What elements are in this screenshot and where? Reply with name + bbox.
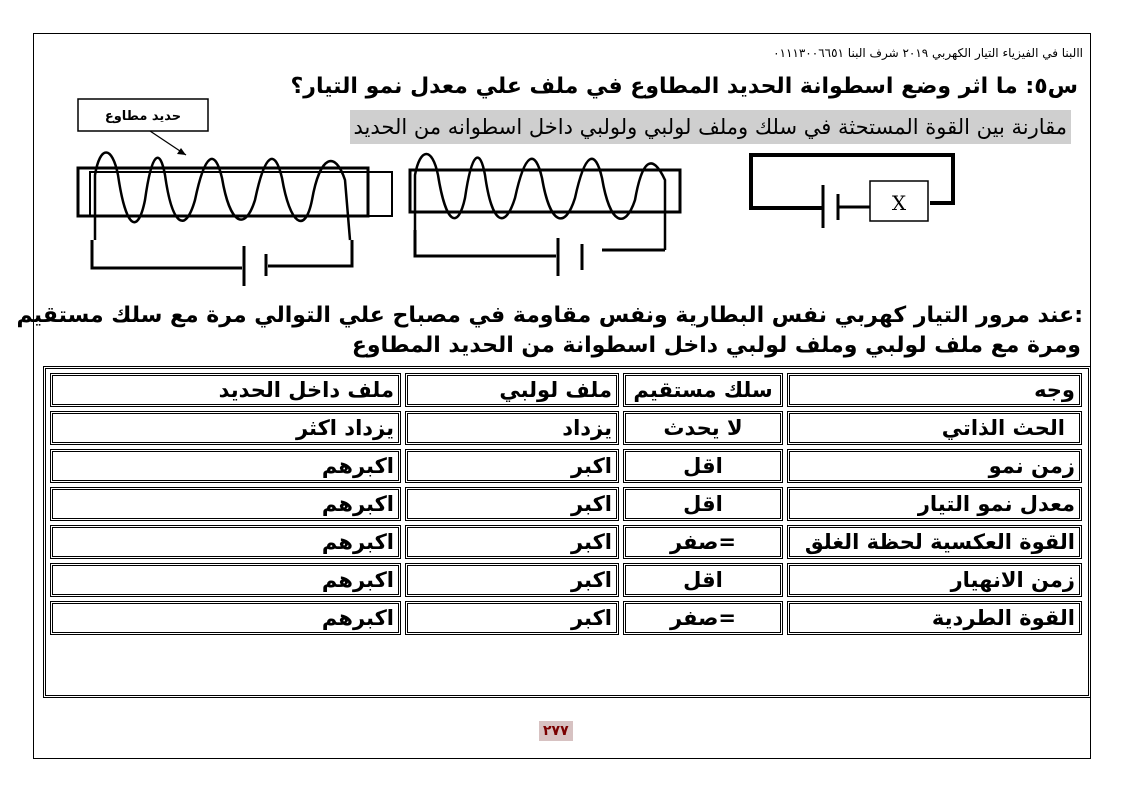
table-cell: زمن نمو [787,449,1082,483]
table-cell: اكبر [405,487,619,521]
lamp-label: X [891,191,907,215]
table-header: ملف داخل الحديد [50,373,401,407]
soft-iron-callout [78,99,208,155]
table-cell: معدل نمو التيار [787,487,1082,521]
header-line: االبنا في الفيزياء التيار الكهربي ٢٠١٩ شرف البنا ٠١١١٣٠٠٦٦٥١ [773,46,1083,60]
paragraph-line-1: :عند مرور التيار كهربي نفس البطارية ونفس مقاومة في مصباح علي التوالي مرة مع سلك مستقيم [16,303,1083,328]
table-cell: زمن الانهيار [787,563,1082,597]
table-cell: القوة العكسية لحظة الغلق [787,525,1082,559]
soft-iron-label: حديد مطاوع [104,109,182,124]
table-cell: اقل [623,449,783,483]
table-cell: الحث الذاتي [787,411,1082,445]
coil-circuit [410,154,680,276]
table-cell: اكبر [405,449,619,483]
comparison-table [43,366,1091,698]
paragraph-line-2: ومرة مع ملف لولبي وملف لولبي داخل اسطوانة من الحديد المطاوع [351,333,1081,358]
table-cell: =صفر [623,601,783,635]
table-cell: القوة الطردية [787,601,1082,635]
table-row [50,525,1082,559]
circuit-diagrams [0,0,1123,300]
table-cell: اكبرهم [50,563,401,597]
page-number: ٢٧٧ [539,721,573,741]
table-row [50,449,1082,483]
table-cell: =صفر [623,525,783,559]
table-row [50,601,1082,635]
table-cell: يزداد اكثر [50,411,401,445]
comparison-title: مقارنة بين القوة المستحثة في سلك وملف لولبي ولولبي داخل اسطوانه من الحديد [350,110,1072,144]
table-cell: اكبر [405,525,619,559]
table-cell: اكبرهم [50,525,401,559]
table-header: ملف لولبي [405,373,619,407]
table-cell: اقل [623,487,783,521]
table-cell: اكبر [405,601,619,635]
question-title: س٥: ما اثر وضع اسطوانة الحديد المطاوع في ملف علي معدل نمو التيار؟ [290,74,1078,99]
table-cell: اقل [623,563,783,597]
table-cell: لا يحدث [623,411,783,445]
table-cell: اكبرهم [50,601,401,635]
table-row [50,411,1082,445]
table-header: سلك مستقيم [623,373,783,407]
table-cell: اكبرهم [50,449,401,483]
table-row [50,563,1082,597]
straight-wire-circuit [751,155,953,228]
table-cell: يزداد [405,411,619,445]
coil-with-iron-circuit [78,153,392,287]
table-cell: اكبر [405,563,619,597]
table-header: وجه [787,373,1082,407]
table-row [50,487,1082,521]
table-cell: اكبرهم [50,487,401,521]
table-header-row [50,373,1082,407]
